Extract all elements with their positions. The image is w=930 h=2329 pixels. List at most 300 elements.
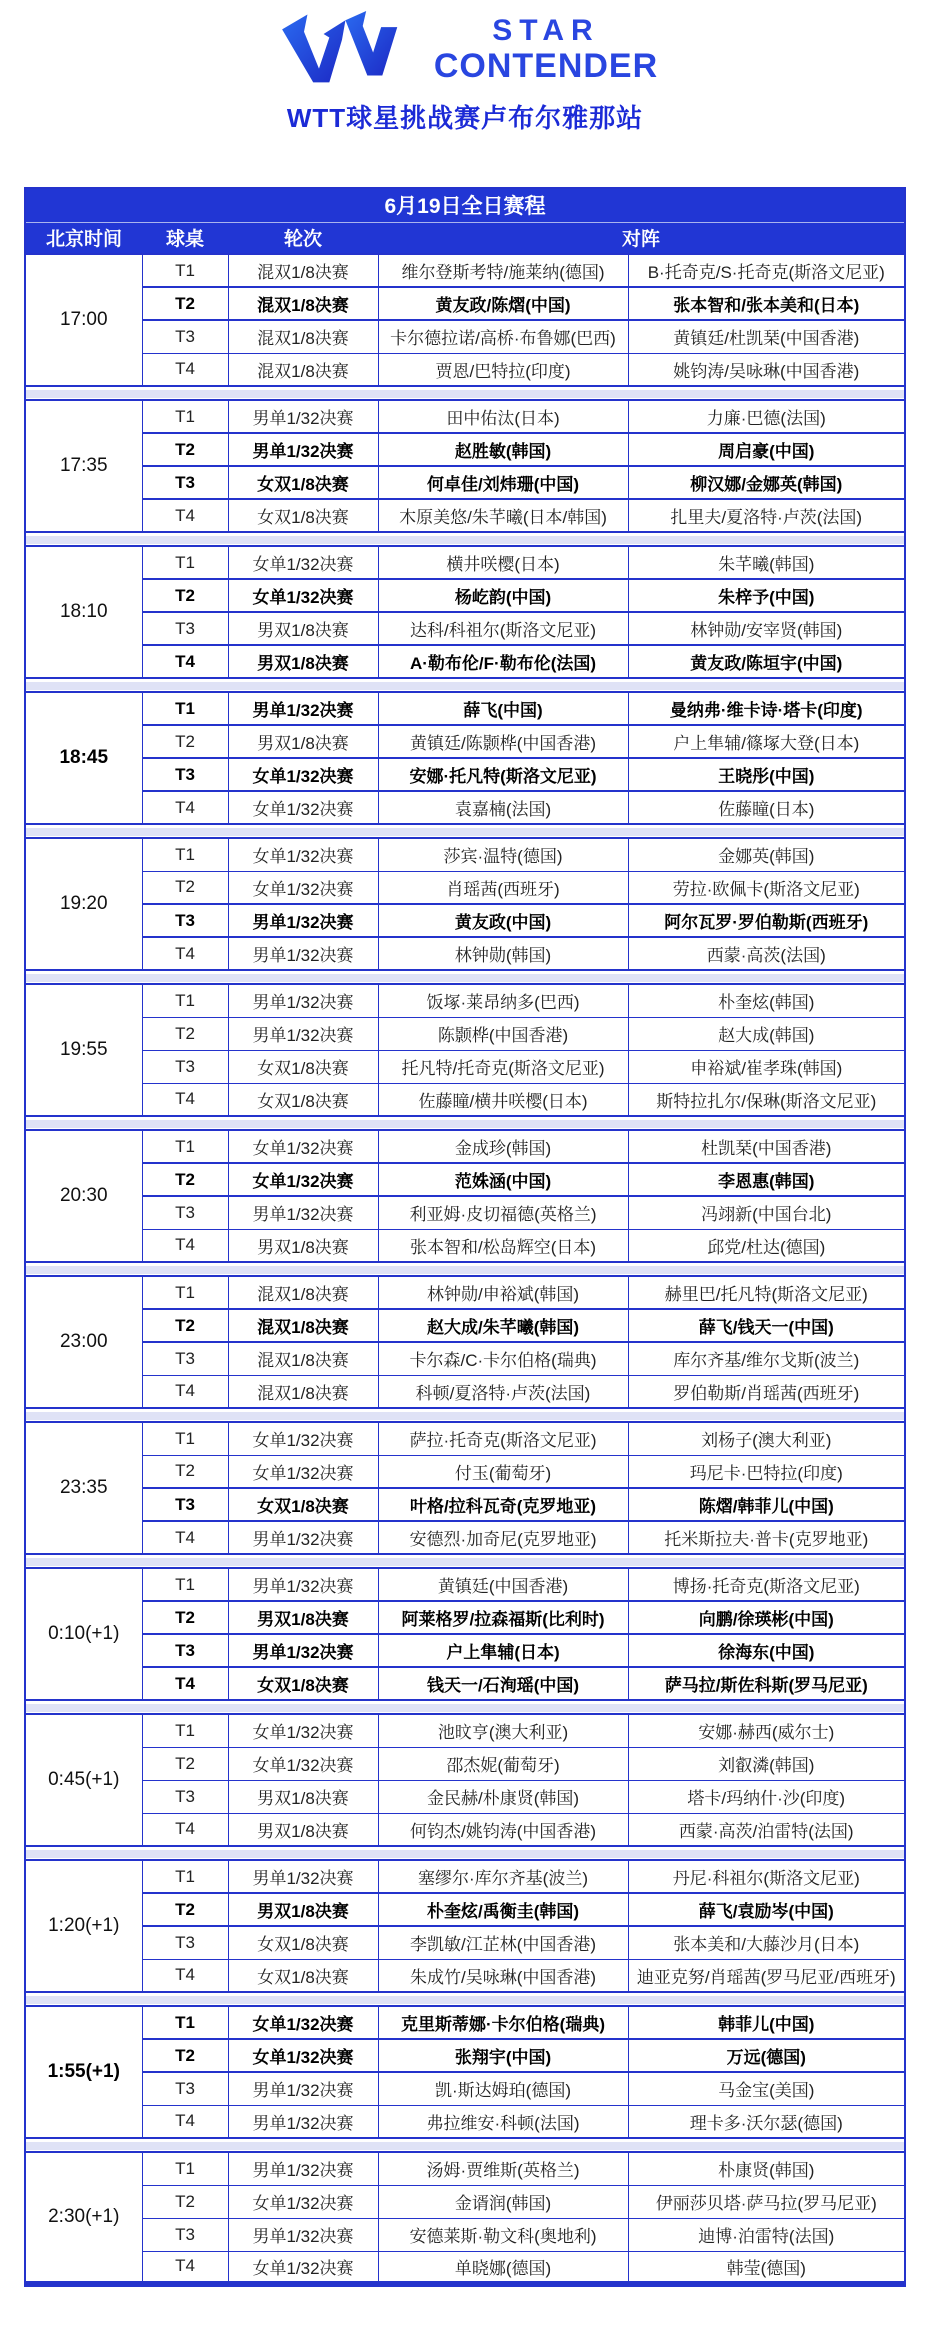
round-cell: 男单1/32决赛: [228, 2218, 378, 2251]
table-caption: 6月19日全日赛程: [25, 188, 905, 222]
table-number-cell: T4: [142, 1667, 228, 1700]
round-cell: 男双1/8决赛: [228, 645, 378, 678]
round-cell: 女单1/32决赛: [228, 2251, 378, 2284]
schedule-row: [25, 871, 905, 904]
schedule-row: [25, 1568, 905, 1601]
round-cell: 女双1/8决赛: [228, 1667, 378, 1700]
schedule-row: [25, 320, 905, 353]
player-left-cell: 林钟勋/申裕斌(韩国): [378, 1276, 628, 1309]
player-left-cell: 付玉(葡萄牙): [378, 1455, 628, 1488]
player-left-cell: 范姝涵(中国): [378, 1163, 628, 1196]
table-number-cell: T3: [142, 1488, 228, 1521]
table-number-cell: T2: [142, 1309, 228, 1342]
player-right-cell: 丹尼·科祖尔(斯洛文尼亚): [628, 1860, 905, 1893]
table-number-cell: T2: [142, 1163, 228, 1196]
time-block: [25, 1568, 905, 1700]
player-left-cell: 钱天一/石洵瑶(中国): [378, 1667, 628, 1700]
round-cell: 女双1/8决赛: [228, 1488, 378, 1521]
time-cell: 19:55: [25, 984, 142, 1116]
round-cell: 混双1/8决赛: [228, 254, 378, 287]
player-left-cell: 黄镇廷/陈颢桦(中国香港): [378, 725, 628, 758]
player-left-cell: 金民赫/朴康贤(韩国): [378, 1780, 628, 1813]
player-right-cell: 薛飞/袁励岑(中国): [628, 1893, 905, 1926]
table-number-cell: T4: [142, 645, 228, 678]
player-right-cell: 向鹏/徐瑛彬(中国): [628, 1601, 905, 1634]
round-cell: 女单1/32决赛: [228, 2006, 378, 2039]
round-cell: 混双1/8决赛: [228, 287, 378, 320]
player-right-cell: 力廉·巴德(法国): [628, 400, 905, 433]
table-number-cell: T3: [142, 1342, 228, 1375]
schedule-row: [25, 579, 905, 612]
player-left-cell: 朴奎炫/禹衡圭(韩国): [378, 1893, 628, 1926]
player-right-cell: 刘杨子(澳大利亚): [628, 1422, 905, 1455]
schedule-row: [25, 1309, 905, 1342]
schedule-row: [25, 433, 905, 466]
schedule-row: [25, 2039, 905, 2072]
player-left-cell: 横井咲樱(日本): [378, 546, 628, 579]
block-separator: [25, 386, 905, 400]
logo-contender-label: CONTENDER: [433, 46, 659, 85]
schedule-row: [25, 692, 905, 725]
schedule-row: [25, 546, 905, 579]
round-cell: 混双1/8决赛: [228, 353, 378, 386]
time-cell: 2:30(+1): [25, 2152, 142, 2284]
schedule-row: [25, 2152, 905, 2185]
round-cell: 男双1/8决赛: [228, 1893, 378, 1926]
player-right-cell: 理卡多·沃尔瑟(德国): [628, 2105, 905, 2138]
round-cell: 男单1/32决赛: [228, 2072, 378, 2105]
schedule-row: [25, 1714, 905, 1747]
table-number-cell: T4: [142, 791, 228, 824]
player-right-cell: 万远(德国): [628, 2039, 905, 2072]
schedule-row: [25, 1130, 905, 1163]
round-cell: 男单1/32决赛: [228, 1634, 378, 1667]
player-left-cell: 萨拉·托奇克(斯洛文尼亚): [378, 1422, 628, 1455]
schedule-row: [25, 1375, 905, 1408]
time-block: [25, 984, 905, 1116]
block-separator: [25, 1700, 905, 1714]
time-cell: 23:00: [25, 1276, 142, 1408]
schedule-row: [25, 1163, 905, 1196]
table-number-cell: T3: [142, 1050, 228, 1083]
time-block: [25, 692, 905, 824]
player-left-cell: 卡尔森/C·卡尔伯格(瑞典): [378, 1342, 628, 1375]
schedule-row: [25, 1634, 905, 1667]
player-right-cell: 库尔齐基/维尔戈斯(波兰): [628, 1342, 905, 1375]
schedule-row: [25, 466, 905, 499]
player-left-cell: 田中佑汰(日本): [378, 400, 628, 433]
schedule-row: [25, 287, 905, 320]
round-cell: 女双1/8决赛: [228, 466, 378, 499]
table-number-cell: T1: [142, 1568, 228, 1601]
table-number-cell: T1: [142, 546, 228, 579]
player-left-cell: 户上隼辅(日本): [378, 1634, 628, 1667]
block-separator: [25, 1554, 905, 1568]
table-number-cell: T1: [142, 984, 228, 1017]
table-number-cell: T3: [142, 1926, 228, 1959]
player-left-cell: 叶格/拉科瓦奇(克罗地亚): [378, 1488, 628, 1521]
player-right-cell: B·托奇克/S·托奇克(斯洛文尼亚): [628, 254, 905, 287]
table-number-cell: T4: [142, 353, 228, 386]
schedule-row: [25, 2072, 905, 2105]
table-number-cell: T4: [142, 1375, 228, 1408]
player-left-cell: 张翔宇(中国): [378, 2039, 628, 2072]
schedule-row: [25, 791, 905, 824]
wtt-w-logo-icon: [272, 11, 412, 87]
round-cell: 女双1/8决赛: [228, 499, 378, 532]
table-number-cell: T1: [142, 1422, 228, 1455]
player-right-cell: 李恩惠(韩国): [628, 1163, 905, 1196]
player-left-cell: 单晓娜(德国): [378, 2251, 628, 2284]
round-cell: 男单1/32决赛: [228, 1521, 378, 1554]
time-cell: 17:00: [25, 254, 142, 386]
table-number-cell: T3: [142, 758, 228, 791]
round-cell: 女双1/8决赛: [228, 1959, 378, 1992]
schedule-row: [25, 1488, 905, 1521]
player-left-cell: A·勒布伦/F·勒布伦(法国): [378, 645, 628, 678]
round-cell: 男单1/32决赛: [228, 904, 378, 937]
schedule-row: [25, 904, 905, 937]
column-header-table: 球桌: [142, 222, 228, 254]
schedule-row: [25, 645, 905, 678]
player-right-cell: 徐海东(中国): [628, 1634, 905, 1667]
player-right-cell: 朱梓予(中国): [628, 579, 905, 612]
time-block: [25, 838, 905, 970]
player-left-cell: 贾恩/巴特拉(印度): [378, 353, 628, 386]
table-number-cell: T4: [142, 499, 228, 532]
table-number-cell: T2: [142, 1747, 228, 1780]
table-number-cell: T2: [142, 871, 228, 904]
round-cell: 女单1/32决赛: [228, 758, 378, 791]
page-title: WTT球星挑战赛卢布尔雅那站: [286, 103, 644, 133]
time-cell: 19:20: [25, 838, 142, 970]
block-separator: [25, 678, 905, 692]
player-right-cell: 罗伯勒斯/肖瑶茜(西班牙): [628, 1375, 905, 1408]
player-right-cell: 斯特拉扎尔/保琳(斯洛文尼亚): [628, 1083, 905, 1116]
player-left-cell: 科顿/夏洛特·卢茨(法国): [378, 1375, 628, 1408]
schedule-row: [25, 1083, 905, 1116]
player-right-cell: 张本智和/张本美和(日本): [628, 287, 905, 320]
player-right-cell: 安娜·赫西(威尔士): [628, 1714, 905, 1747]
player-right-cell: 赫里巴/托凡特(斯洛文尼亚): [628, 1276, 905, 1309]
block-separator: [25, 1408, 905, 1422]
round-cell: 女单1/32决赛: [228, 1714, 378, 1747]
table-number-cell: T2: [142, 1455, 228, 1488]
schedule-row: [25, 725, 905, 758]
table-number-cell: T1: [142, 692, 228, 725]
schedule-row: [25, 1050, 905, 1083]
time-cell: 23:35: [25, 1422, 142, 1554]
player-right-cell: 西蒙·高茨/泊雷特(法国): [628, 1813, 905, 1846]
column-header-time: 北京时间: [25, 222, 142, 254]
player-left-cell: 金谞润(韩国): [378, 2185, 628, 2218]
player-left-cell: 维尔登斯考特/施莱纳(德国): [378, 254, 628, 287]
player-right-cell: 迪博·泊雷特(法国): [628, 2218, 905, 2251]
round-cell: 女单1/32决赛: [228, 546, 378, 579]
player-right-cell: 博扬·托奇克(斯洛文尼亚): [628, 1568, 905, 1601]
player-right-cell: 薛飞/钱天一(中国): [628, 1309, 905, 1342]
schedule-row: [25, 1893, 905, 1926]
schedule-row: [25, 1926, 905, 1959]
table-number-cell: T2: [142, 2039, 228, 2072]
player-right-cell: 张本美和/大藤沙月(日本): [628, 1926, 905, 1959]
round-cell: 男单1/32决赛: [228, 1017, 378, 1050]
player-left-cell: 黄友政/陈熠(中国): [378, 287, 628, 320]
schedule-row: [25, 1455, 905, 1488]
round-cell: 男双1/8决赛: [228, 1601, 378, 1634]
player-left-cell: 克里斯蒂娜·卡尔伯格(瑞典): [378, 2006, 628, 2039]
logo-text: [433, 13, 659, 85]
player-left-cell: 朱成竹/吴咏琳(中国香港): [378, 1959, 628, 1992]
schedule-row: [25, 2185, 905, 2218]
table-number-cell: T4: [142, 937, 228, 970]
schedule-row: [25, 1813, 905, 1846]
player-right-cell: 朴康贤(韩国): [628, 2152, 905, 2185]
round-cell: 女单1/32决赛: [228, 791, 378, 824]
player-right-cell: 西蒙·高茨(法国): [628, 937, 905, 970]
round-cell: 男单1/32决赛: [228, 1568, 378, 1601]
player-left-cell: 赵胜敏(韩国): [378, 433, 628, 466]
round-cell: 男单1/32决赛: [228, 2152, 378, 2185]
player-left-cell: 池旼亨(澳大利亚): [378, 1714, 628, 1747]
round-cell: 混双1/8决赛: [228, 1276, 378, 1309]
table-number-cell: T3: [142, 1780, 228, 1813]
schedule-row: [25, 838, 905, 871]
round-cell: 女单1/32决赛: [228, 1130, 378, 1163]
round-cell: 男单1/32决赛: [228, 1196, 378, 1229]
schedule-row: [25, 758, 905, 791]
round-cell: 混双1/8决赛: [228, 1375, 378, 1408]
player-left-cell: 塞缪尔·库尔齐基(波兰): [378, 1860, 628, 1893]
block-separator: [25, 2138, 905, 2152]
player-right-cell: 曼纳弗·维卡诗·塔卡(印度): [628, 692, 905, 725]
round-cell: 女单1/32决赛: [228, 579, 378, 612]
round-cell: 男单1/32决赛: [228, 984, 378, 1017]
table-number-cell: T1: [142, 1130, 228, 1163]
round-cell: 女双1/8决赛: [228, 1926, 378, 1959]
player-left-cell: 饭塚·莱昂纳多(巴西): [378, 984, 628, 1017]
round-cell: 男双1/8决赛: [228, 1813, 378, 1846]
schedule-row: [25, 1747, 905, 1780]
round-cell: 女单1/32决赛: [228, 1163, 378, 1196]
player-right-cell: 陈熠/韩菲儿(中国): [628, 1488, 905, 1521]
player-left-cell: 安娜·托凡特(斯洛文尼亚): [378, 758, 628, 791]
table-number-cell: T4: [142, 1083, 228, 1116]
player-left-cell: 何钧杰/姚钧涛(中国香港): [378, 1813, 628, 1846]
time-cell: 1:20(+1): [25, 1860, 142, 1992]
player-left-cell: 何卓佳/刘炜珊(中国): [378, 466, 628, 499]
table-number-cell: T2: [142, 1893, 228, 1926]
player-left-cell: 邵杰妮(葡萄牙): [378, 1747, 628, 1780]
player-left-cell: 黄友政(中国): [378, 904, 628, 937]
table-number-cell: T4: [142, 2251, 228, 2284]
schedule-row: [25, 2006, 905, 2039]
round-cell: 男单1/32决赛: [228, 400, 378, 433]
time-cell: 1:55(+1): [25, 2006, 142, 2138]
player-left-cell: 弗拉维安·科顿(法国): [378, 2105, 628, 2138]
table-number-cell: T3: [142, 466, 228, 499]
table-number-cell: T3: [142, 1196, 228, 1229]
time-block: [25, 400, 905, 532]
time-cell: 17:35: [25, 400, 142, 532]
block-separator: [25, 1992, 905, 2006]
player-right-cell: 塔卡/玛纳什·沙(印度): [628, 1780, 905, 1813]
player-right-cell: 迪亚克努/肖瑶茜(罗马尼亚/西班牙): [628, 1959, 905, 1992]
schedule-row: [25, 1601, 905, 1634]
player-left-cell: 黄镇廷(中国香港): [378, 1568, 628, 1601]
logo: [0, 6, 930, 92]
block-separator: [25, 1846, 905, 1860]
player-right-cell: 伊丽莎贝塔·萨马拉(罗马尼亚): [628, 2185, 905, 2218]
round-cell: 男单1/32决赛: [228, 1860, 378, 1893]
time-block: [25, 1130, 905, 1262]
player-right-cell: 柳汉娜/金娜英(韩国): [628, 466, 905, 499]
player-left-cell: 莎宾·温特(德国): [378, 838, 628, 871]
round-cell: 女单1/32决赛: [228, 2039, 378, 2072]
time-block: [25, 1276, 905, 1408]
time-block: [25, 2006, 905, 2138]
table-number-cell: T2: [142, 287, 228, 320]
player-right-cell: 刘叡潾(韩国): [628, 1747, 905, 1780]
table-number-cell: T3: [142, 2072, 228, 2105]
player-right-cell: 韩莹(德国): [628, 2251, 905, 2284]
block-separator: [25, 1116, 905, 1130]
schedule-row: [25, 2218, 905, 2251]
schedule-row: [25, 1342, 905, 1375]
schedule-row: [25, 1860, 905, 1893]
table-number-cell: T3: [142, 904, 228, 937]
player-left-cell: 卡尔德拉诺/高桥·布鲁娜(巴西): [378, 320, 628, 353]
time-cell: 0:10(+1): [25, 1568, 142, 1700]
schedule-row: [25, 1196, 905, 1229]
round-cell: 男单1/32决赛: [228, 692, 378, 725]
player-right-cell: 王晓彤(中国): [628, 758, 905, 791]
player-right-cell: 扎里夫/夏洛特·卢茨(法国): [628, 499, 905, 532]
player-right-cell: 黄友政/陈垣宇(中国): [628, 645, 905, 678]
time-block: [25, 1714, 905, 1846]
round-cell: 男单1/32决赛: [228, 433, 378, 466]
round-cell: 女单1/32决赛: [228, 871, 378, 904]
table-number-cell: T3: [142, 612, 228, 645]
schedule-row: [25, 984, 905, 1017]
schedule-row: [25, 1667, 905, 1700]
round-cell: 混双1/8决赛: [228, 1342, 378, 1375]
time-cell: 0:45(+1): [25, 1714, 142, 1846]
schedule-row: [25, 2105, 905, 2138]
schedule-row: [25, 1959, 905, 1992]
schedule-row: [25, 2251, 905, 2284]
player-right-cell: 林钟勋/安宰贤(韩国): [628, 612, 905, 645]
round-cell: 女单1/32决赛: [228, 1422, 378, 1455]
player-left-cell: 佐藤瞳/横井咲樱(日本): [378, 1083, 628, 1116]
player-left-cell: 凯·斯达姆珀(德国): [378, 2072, 628, 2105]
player-right-cell: 马金宝(美国): [628, 2072, 905, 2105]
schedule-table: [24, 187, 906, 2287]
table-number-cell: T3: [142, 1634, 228, 1667]
schedule-row: [25, 937, 905, 970]
round-cell: 男单1/32决赛: [228, 2105, 378, 2138]
table-number-cell: T1: [142, 1714, 228, 1747]
table-number-cell: T1: [142, 838, 228, 871]
table-number-cell: T2: [142, 1017, 228, 1050]
schedule-row: [25, 1422, 905, 1455]
logo-star-label: STAR: [492, 13, 600, 47]
table-number-cell: T4: [142, 1229, 228, 1262]
round-cell: 混双1/8决赛: [228, 320, 378, 353]
schedule-row: [25, 499, 905, 532]
time-block: [25, 2152, 905, 2284]
player-right-cell: 佐藤瞳(日本): [628, 791, 905, 824]
player-right-cell: 托米斯拉夫·普卡(克罗地亚): [628, 1521, 905, 1554]
schedule-row: [25, 1780, 905, 1813]
time-cell: 20:30: [25, 1130, 142, 1262]
table-number-cell: T4: [142, 1521, 228, 1554]
player-left-cell: 托凡特/托奇克(斯洛文尼亚): [378, 1050, 628, 1083]
player-left-cell: 薛飞(中国): [378, 692, 628, 725]
table-number-cell: T4: [142, 2105, 228, 2138]
player-right-cell: 金娜英(韩国): [628, 838, 905, 871]
player-left-cell: 木原美悠/朱芊曦(日本/韩国): [378, 499, 628, 532]
player-left-cell: 林钟勋(韩国): [378, 937, 628, 970]
player-left-cell: 金成珍(韩国): [378, 1130, 628, 1163]
schedule-row: [25, 1229, 905, 1262]
table-number-cell: T1: [142, 1860, 228, 1893]
player-left-cell: 汤姆·贾维斯(英格兰): [378, 2152, 628, 2185]
player-right-cell: 劳拉·欧佩卡(斯洛文尼亚): [628, 871, 905, 904]
round-cell: 女双1/8决赛: [228, 1083, 378, 1116]
player-left-cell: 阿莱格罗/拉森福斯(比利时): [378, 1601, 628, 1634]
player-right-cell: 玛尼卡·巴特拉(印度): [628, 1455, 905, 1488]
time-block: [25, 546, 905, 678]
round-cell: 男双1/8决赛: [228, 1780, 378, 1813]
time-block: [25, 1422, 905, 1554]
round-cell: 女单1/32决赛: [228, 838, 378, 871]
player-left-cell: 肖瑶茜(西班牙): [378, 871, 628, 904]
player-left-cell: 安德烈·加奇尼(克罗地亚): [378, 1521, 628, 1554]
table-number-cell: T1: [142, 1276, 228, 1309]
round-cell: 男双1/8决赛: [228, 1229, 378, 1262]
player-right-cell: 杜凯琹(中国香港): [628, 1130, 905, 1163]
schedule-row: [25, 612, 905, 645]
schedule-row: [25, 1521, 905, 1554]
round-cell: 混双1/8决赛: [228, 1309, 378, 1342]
player-left-cell: 张本智和/松岛辉空(日本): [378, 1229, 628, 1262]
column-header-round: 轮次: [228, 222, 378, 254]
schedule-row: [25, 400, 905, 433]
table-number-cell: T4: [142, 1959, 228, 1992]
player-left-cell: 安德莱斯·勒文科(奥地利): [378, 2218, 628, 2251]
table-number-cell: T2: [142, 1601, 228, 1634]
table-number-cell: T3: [142, 2218, 228, 2251]
player-right-cell: 萨马拉/斯佐科斯(罗马尼亚): [628, 1667, 905, 1700]
player-right-cell: 冯翊新(中国台北): [628, 1196, 905, 1229]
table-number-cell: T1: [142, 254, 228, 287]
player-left-cell: 达科/科祖尔(斯洛文尼亚): [378, 612, 628, 645]
time-cell: 18:10: [25, 546, 142, 678]
schedule-row: [25, 1276, 905, 1309]
block-separator: [25, 824, 905, 838]
time-block: [25, 1860, 905, 1992]
round-cell: 女单1/32决赛: [228, 1747, 378, 1780]
block-separator: [25, 532, 905, 546]
player-left-cell: 李凯敏/江芷林(中国香港): [378, 1926, 628, 1959]
player-right-cell: 朱芊曦(韩国): [628, 546, 905, 579]
player-right-cell: 朴奎炫(韩国): [628, 984, 905, 1017]
table-number-cell: T2: [142, 433, 228, 466]
table-number-cell: T2: [142, 2185, 228, 2218]
time-block: [25, 254, 905, 386]
player-right-cell: 韩菲儿(中国): [628, 2006, 905, 2039]
